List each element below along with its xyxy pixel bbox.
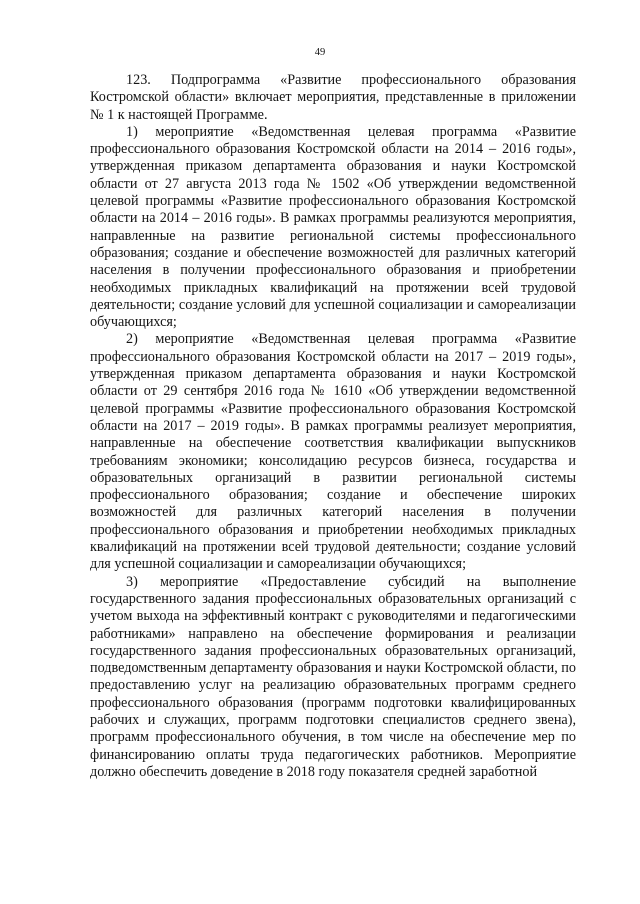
paragraph-measure-2: 2) мероприятие «Ведомственная целевая программа «Развитие профессионального образования Костромской области на 2017 – 2019 годы», утвержденная приказом департамента образования и науки Костромской области от 29 сентября 2016 года № 1610 «Об утверждении ведомственной целевой программы «Развитие профессионального образования Костромской области на 2017 – 2019 годы». В рамках программы реализует мероприятия, направленные на обеспечение соответствия квалификации выпускников требованиям экономики; консолидацию ресурсов бизнеса, государства и образовательных организаций в развитии региональной системы профессионального образования; создание и обеспечение широких возможностей для различных категорий населения в получении профессионального образования и приобретении необходимых прикладных квалификаций на протяжении всей трудовой деятельности; создание условий для успешной социализации и самореализации обучающихся; (90, 331, 576, 573)
paragraph-measure-3: 3) мероприятие «Предоставление субсидий на выполнение государственного задания профессиональных образовательных организаций с учетом выхода на эффективный контракт с руководителями и педагогическими работниками» направлено на обеспечение формирования и реализации государственного задания профессиональных образовательных организаций, подведомственным департаменту образования и науки Костромской области, по предоставлению услуг на реализацию образовательных программ среднего профессионального образования (программ подготовки квалифицированных рабочих и служащих, программ подготовки специалистов среднего звена), программ профессионального обучения, в том числе на обеспечение мер по финансированию оплаты труда педагогических работников. Мероприятие должно обеспечить доведение в 2018 году показателя средней заработной (90, 573, 576, 780)
document-body (90, 72, 576, 781)
paragraph-subprogram-intro: 123. Подпрограмма «Развитие профессионального образования Костромской области» включает мероприятия, представленные в приложении № 1 к настоящей Программе. (90, 72, 576, 123)
paragraph-measure-1: 1) мероприятие «Ведомственная целевая программа «Развитие профессионального образования Костромской области на 2014 – 2016 годы», утвержденная приказом департамента образования и науки Костромской области от 27 августа 2013 года № 1502 «Об утверждении ведомственной целевой программы «Развитие профессионального образования Костромской области на 2014 – 2016 годы». В рамках программы реализуются мероприятия, направленные на развитие региональной системы профессионального образования; создание и обеспечение возможностей для различных категорий населения в получении профессионального образования и приобретении необходимых прикладных квалификаций на протяжении всей трудовой деятельности; создание условий для успешной социализации и самореализации обучающихся; (90, 123, 576, 331)
page-number: 49 (314, 47, 326, 58)
